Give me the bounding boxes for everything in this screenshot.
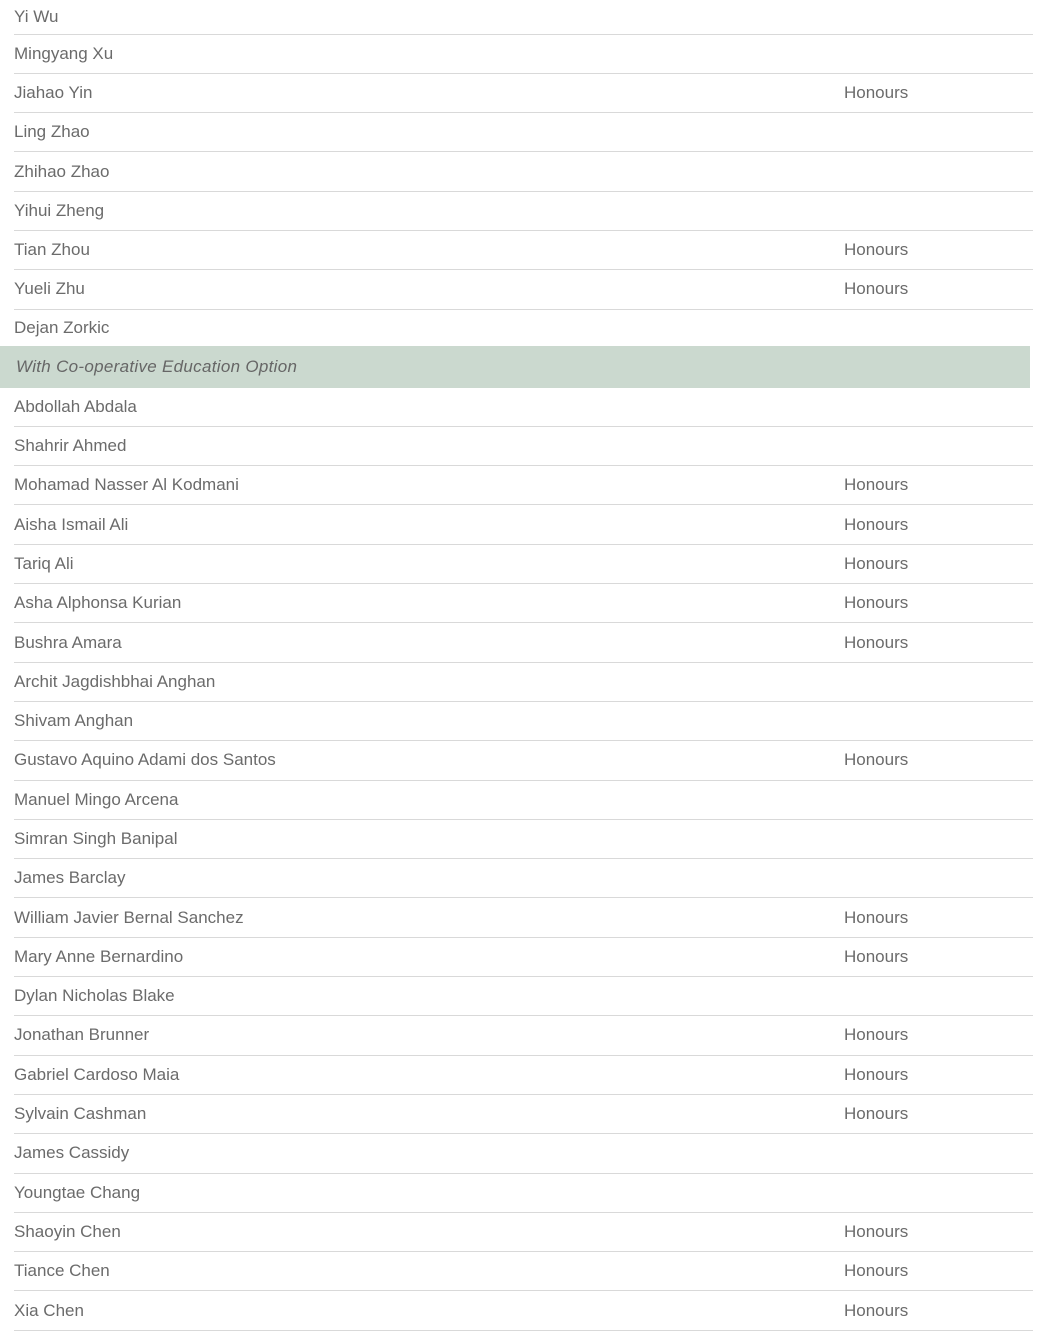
graduate-distinction: Honours bbox=[844, 553, 909, 573]
graduate-name: Yi Wu bbox=[14, 6, 59, 26]
graduate-distinction: Honours bbox=[844, 1300, 909, 1320]
graduate-name: Xia Chen bbox=[14, 1300, 84, 1320]
graduate-name: Tian Zhou bbox=[14, 240, 90, 260]
section-title: With Co-operative Education Option bbox=[16, 356, 298, 376]
graduate-row bbox=[14, 663, 1033, 702]
graduate-name: Jiahao Yin bbox=[14, 82, 93, 102]
graduate-row bbox=[14, 192, 1033, 231]
graduate-distinction: Honours bbox=[844, 514, 909, 534]
graduate-row bbox=[14, 741, 1033, 780]
graduate-name: James Barclay bbox=[14, 868, 126, 888]
graduate-row bbox=[14, 781, 1033, 820]
graduate-name: Yueli Zhu bbox=[14, 279, 85, 299]
graduate-row bbox=[14, 427, 1033, 466]
graduate-row bbox=[14, 1291, 1033, 1330]
graduate-name: James Cassidy bbox=[14, 1143, 130, 1163]
graduate-row bbox=[14, 623, 1033, 662]
graduate-row bbox=[14, 388, 1033, 427]
graduate-name: Tiance Chen bbox=[14, 1261, 110, 1281]
graduate-row bbox=[14, 702, 1033, 741]
graduate-distinction: Honours bbox=[844, 475, 909, 495]
graduate-row bbox=[14, 584, 1033, 623]
graduate-distinction: Honours bbox=[844, 907, 909, 927]
graduate-row bbox=[14, 74, 1033, 113]
graduate-row bbox=[14, 1134, 1033, 1173]
graduate-row bbox=[14, 938, 1033, 977]
graduate-distinction: Honours bbox=[844, 82, 909, 102]
graduate-distinction: Honours bbox=[844, 1261, 909, 1281]
graduate-name: Bushra Amara bbox=[14, 632, 122, 652]
graduate-row bbox=[14, 545, 1033, 584]
graduate-name: Sylvain Cashman bbox=[14, 1104, 147, 1124]
graduate-name: Ling Zhao bbox=[14, 122, 90, 142]
graduate-distinction: Honours bbox=[844, 1104, 909, 1124]
graduate-name: Dylan Nicholas Blake bbox=[14, 986, 175, 1006]
graduate-name: Abdollah Abdala bbox=[14, 396, 137, 416]
graduate-distinction: Honours bbox=[844, 1064, 909, 1084]
graduate-row bbox=[14, 466, 1033, 505]
graduate-row bbox=[14, 1056, 1033, 1095]
graduate-name: Manuel Mingo Arcena bbox=[14, 789, 179, 809]
graduate-row bbox=[14, 0, 1033, 35]
graduate-distinction: Honours bbox=[844, 750, 909, 770]
graduate-name: Youngtae Chang bbox=[14, 1182, 141, 1202]
graduate-name: Gabriel Cardoso Maia bbox=[14, 1064, 180, 1084]
graduate-name: Jonathan Brunner bbox=[14, 1025, 150, 1045]
graduate-row bbox=[14, 35, 1033, 74]
graduate-name: Aisha Ismail Ali bbox=[14, 514, 129, 534]
graduate-row bbox=[14, 820, 1033, 859]
graduate-name: Simran Singh Banipal bbox=[14, 828, 178, 848]
graduate-row bbox=[14, 1095, 1033, 1134]
graduate-row bbox=[14, 231, 1033, 270]
graduate-row bbox=[14, 1016, 1033, 1055]
graduate-name: Shahrir Ahmed bbox=[14, 436, 127, 456]
graduate-name: Mary Anne Bernardino bbox=[14, 946, 184, 966]
graduate-row bbox=[14, 152, 1033, 191]
graduate-name: Asha Alphonsa Kurian bbox=[14, 593, 182, 613]
graduate-name: William Javier Bernal Sanchez bbox=[14, 907, 244, 927]
graduate-row bbox=[14, 977, 1033, 1016]
graduate-distinction: Honours bbox=[844, 1025, 909, 1045]
graduate-row bbox=[14, 113, 1033, 152]
graduate-distinction: Honours bbox=[844, 632, 909, 652]
graduate-distinction: Honours bbox=[844, 279, 909, 299]
graduate-row bbox=[14, 270, 1033, 309]
graduate-distinction: Honours bbox=[844, 593, 909, 613]
graduate-row bbox=[14, 1252, 1033, 1291]
graduate-name: Archit Jagdishbhai Anghan bbox=[14, 671, 216, 691]
graduate-name: Zhihao Zhao bbox=[14, 161, 110, 181]
graduate-name: Yihui Zheng bbox=[14, 200, 105, 220]
section-header-coop bbox=[0, 346, 1030, 388]
graduate-name: Mingyang Xu bbox=[14, 43, 114, 63]
graduate-distinction: Honours bbox=[844, 946, 909, 966]
graduate-distinction: Honours bbox=[844, 240, 909, 260]
graduate-row bbox=[14, 859, 1033, 898]
graduate-name: Tariq Ali bbox=[14, 553, 74, 573]
graduate-row bbox=[14, 1213, 1033, 1252]
graduate-name: Dejan Zorkic bbox=[14, 317, 110, 337]
graduate-row bbox=[14, 505, 1033, 544]
graduate-row bbox=[14, 898, 1033, 937]
graduate-name: Shaoyin Chen bbox=[14, 1221, 121, 1241]
graduate-name: Mohamad Nasser Al Kodmani bbox=[14, 475, 239, 495]
graduate-name: Gustavo Aquino Adami dos Santos bbox=[14, 750, 276, 770]
graduate-name: Shivam Anghan bbox=[14, 711, 134, 731]
graduate-row bbox=[14, 1174, 1033, 1213]
graduate-row bbox=[14, 310, 1033, 346]
graduate-distinction: Honours bbox=[844, 1221, 909, 1241]
